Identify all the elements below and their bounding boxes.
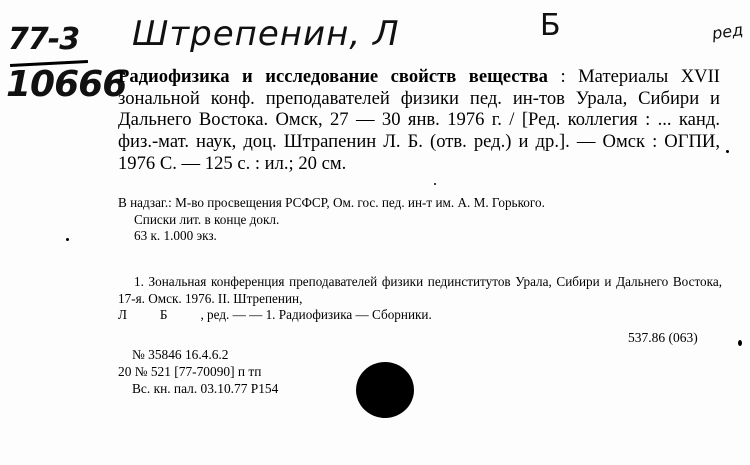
card-punch-hole (356, 362, 414, 418)
ink-speck (66, 238, 69, 241)
accession-line: Вс. кн. пал. 03.10.77 Р154 (132, 381, 279, 396)
note-line: В надзаг.: М-во просвещения РСФСР, Ом. гос. пед. ин-т им. А. М. Горького. (118, 195, 545, 210)
accession-block (118, 346, 278, 397)
shelfmark-top: 77-3 (8, 22, 80, 57)
ink-speck (434, 183, 436, 185)
accession-line: 20 № 521 [77-70090] п тп (118, 364, 262, 379)
accession-line: № 35846 16.4.6.2 (132, 347, 229, 362)
tracing-line: Л Б , ред. — — 1. Радиофизика — Сборники. (118, 307, 432, 322)
entry-title: Радиофизика и исследование свойств вещества (118, 66, 548, 87)
ink-speck (726, 150, 729, 153)
shelfmark-bottom: 10666 (6, 64, 127, 105)
note-line: 63 к. 1.000 экз. (134, 228, 217, 243)
handwritten-author-name: Штрепенин, Л (132, 14, 400, 54)
entry-body: : Материалы XVII зональной конф. преподавателей физики пед. ин-тов Урала, Сибири и Дальнего Востока. Омск, 27 — 30 янв. 1976 г. / [Ред. коллегия : ... канд. физ.-мат. наук, доц. Штрапенин Л. Б. (отв. ред.) и др.]. — Омск : ОГПИ, 1976 С. — 125 с. : ил.; 20 см. (118, 66, 720, 174)
handwritten-author-initial: Б (540, 8, 561, 43)
tracings-block (118, 274, 722, 324)
ink-speck (738, 340, 742, 346)
bibliographic-entry (118, 66, 720, 175)
notes-block (118, 195, 728, 245)
handwritten-edge-note: ред (710, 19, 745, 44)
tracing-line: 1. Зональная конференция преподавателей физики пединститутов Урала, Сибири и Дальнего Востока, 17-я. Омск. 1976. II. Штрепенин, (118, 274, 722, 306)
classification-number: 537.86 (063) (628, 330, 698, 345)
note-line: Списки лит. в конце докл. (134, 211, 280, 227)
